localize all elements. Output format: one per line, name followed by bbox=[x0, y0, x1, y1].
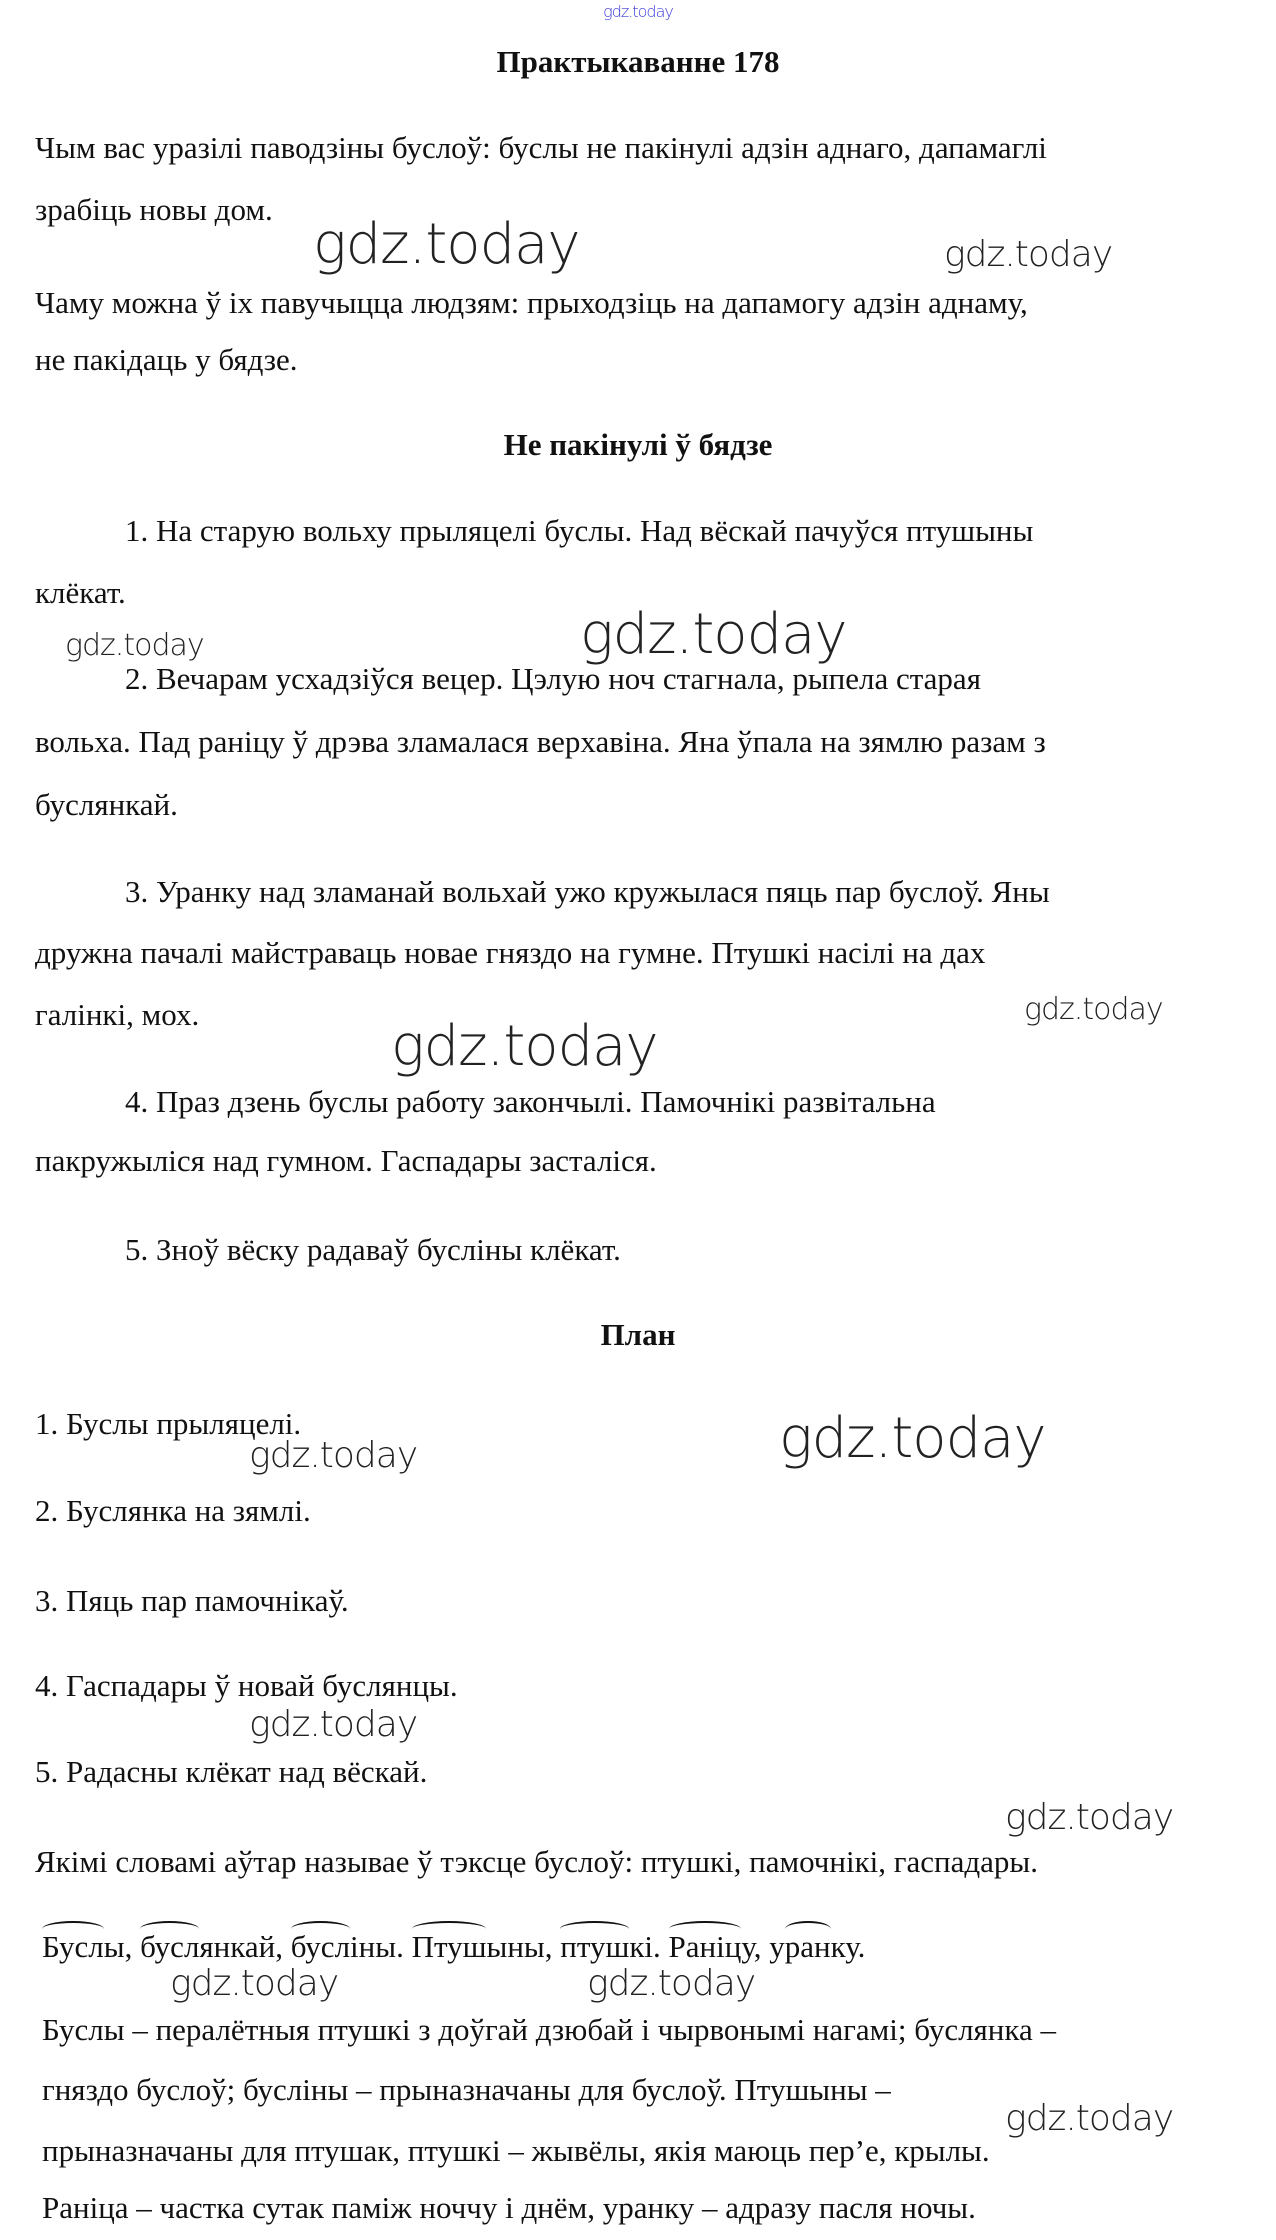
watermark: gdz.today bbox=[944, 234, 1113, 275]
story-line: галінкі, мох. bbox=[35, 997, 200, 1032]
word-ending: ыны, bbox=[486, 1929, 561, 1964]
plan-item: 3. Пяць пар памочнікаў. bbox=[35, 1583, 349, 1618]
morpheme-line bbox=[42, 1929, 865, 1965]
plan-item: 2. Буслянка на зямлі. bbox=[35, 1493, 311, 1528]
watermark: gdz.today bbox=[391, 1014, 658, 1079]
definition-line: Буслы – пералётныя птушкі з доўгай дзюбай і чырвонымі нагамі; буслянка – bbox=[42, 2012, 1056, 2047]
story-line: 1. На старую вольху прыляцелі буслы. Над вёскай пачуўся птушыны bbox=[125, 513, 1034, 548]
intro-line: не пакідаць у бядзе. bbox=[35, 342, 298, 377]
watermark: gdz.today bbox=[170, 1963, 339, 2004]
story-line: 5. Зноў вёску радаваў бусліны клёкат. bbox=[125, 1232, 621, 1267]
intro-line: Чаму можна ў іх павучыцца людзям: прыходзіць на дапамогу адзін аднаму, bbox=[35, 285, 1028, 320]
intro-line: зрабіць новы дом. bbox=[35, 192, 273, 227]
story-line: 4. Праз дзень буслы работу закончылі. Памочнікі развітальна bbox=[125, 1084, 936, 1119]
watermark: gdz.today bbox=[1005, 2098, 1174, 2139]
story-line: буслянкай. bbox=[35, 787, 178, 822]
story-line: 2. Вечарам усхадзіўся вецер. Цэлую ноч стагнала, рыпела старая bbox=[125, 661, 981, 696]
watermark: gdz.today bbox=[587, 1963, 756, 2004]
watermark-top: gdz.today bbox=[603, 2, 673, 21]
root-arc: бусл bbox=[140, 1929, 200, 1964]
story-line: 3. Уранку над зламанай вольхай ужо кружылася пяць пар буслоў. Яны bbox=[125, 874, 1050, 909]
watermark: gdz.today bbox=[1024, 992, 1163, 1027]
root-arc: Бусл bbox=[42, 1929, 104, 1964]
page-title: Практыкаванне 178 bbox=[496, 44, 780, 79]
story-line: пакружыліся над гумном. Гаспадары засталіся. bbox=[35, 1143, 657, 1178]
word-ending: іны. bbox=[350, 1929, 412, 1964]
watermark: gdz.today bbox=[249, 1435, 418, 1476]
word-prefix: у bbox=[769, 1929, 785, 1964]
watermark: gdz.today bbox=[65, 628, 204, 663]
plan-item: 1. Буслы прыляцелі. bbox=[35, 1406, 302, 1441]
root-arc: бусл bbox=[290, 1929, 351, 1964]
word-ending: ку. bbox=[830, 1929, 866, 1964]
plan-item: 5. Радасны клёкат над вёскай. bbox=[35, 1754, 428, 1789]
root-arc: Птуш bbox=[411, 1929, 487, 1964]
intro-line: Чым вас уразілі паводзіны буслоў: буслы не пакінулі адзін аднаго, дапамаглі bbox=[35, 130, 1047, 165]
story-line: дружна пачалі майстраваць новае гняздо на гумне. Птушкі насілі на дах bbox=[35, 935, 986, 970]
root-arc: ран bbox=[784, 1929, 831, 1964]
word-ending: ы, bbox=[103, 1929, 141, 1964]
word-ending: у, bbox=[741, 1929, 770, 1964]
story-title: Не пакінулі ў бядзе bbox=[503, 427, 773, 462]
root-arc: птуш bbox=[560, 1929, 630, 1964]
definition-line: гняздо буслоў; бусліны – прыназначаны для буслоў. Птушыны – bbox=[42, 2072, 891, 2107]
root-arc: Раніц bbox=[668, 1929, 742, 1964]
story-line: клёкат. bbox=[35, 575, 126, 610]
word-ending: янкай, bbox=[199, 1929, 291, 1964]
plan-title: План bbox=[600, 1317, 676, 1352]
definition-line: прыназначаны для птушак, птушкі – жывёлы, якія маюць пер’е, крылы. bbox=[42, 2133, 990, 2168]
watermark: gdz.today bbox=[249, 1704, 418, 1745]
word-ending: кі. bbox=[629, 1929, 669, 1964]
story-line: вольха. Пад раніцу ў дрэва зламалася верхавіна. Яна ўпала на зямлю разам з bbox=[35, 724, 1046, 759]
watermark: gdz.today bbox=[779, 1406, 1046, 1471]
watermark: gdz.today bbox=[580, 602, 847, 667]
watermark: gdz.today bbox=[313, 212, 580, 277]
definition-line: Раніца – частка сутак паміж ноччу і днём, уранку – адразу пасля ночы. bbox=[42, 2190, 976, 2225]
words-line: Якімі словамі аўтар называе ў тэксце буслоў: птушкі, памочнікі, гаспадары. bbox=[35, 1844, 1038, 1879]
watermark: gdz.today bbox=[1005, 1797, 1174, 1838]
plan-item: 4. Гаспадары ў новай буслянцы. bbox=[35, 1668, 458, 1703]
